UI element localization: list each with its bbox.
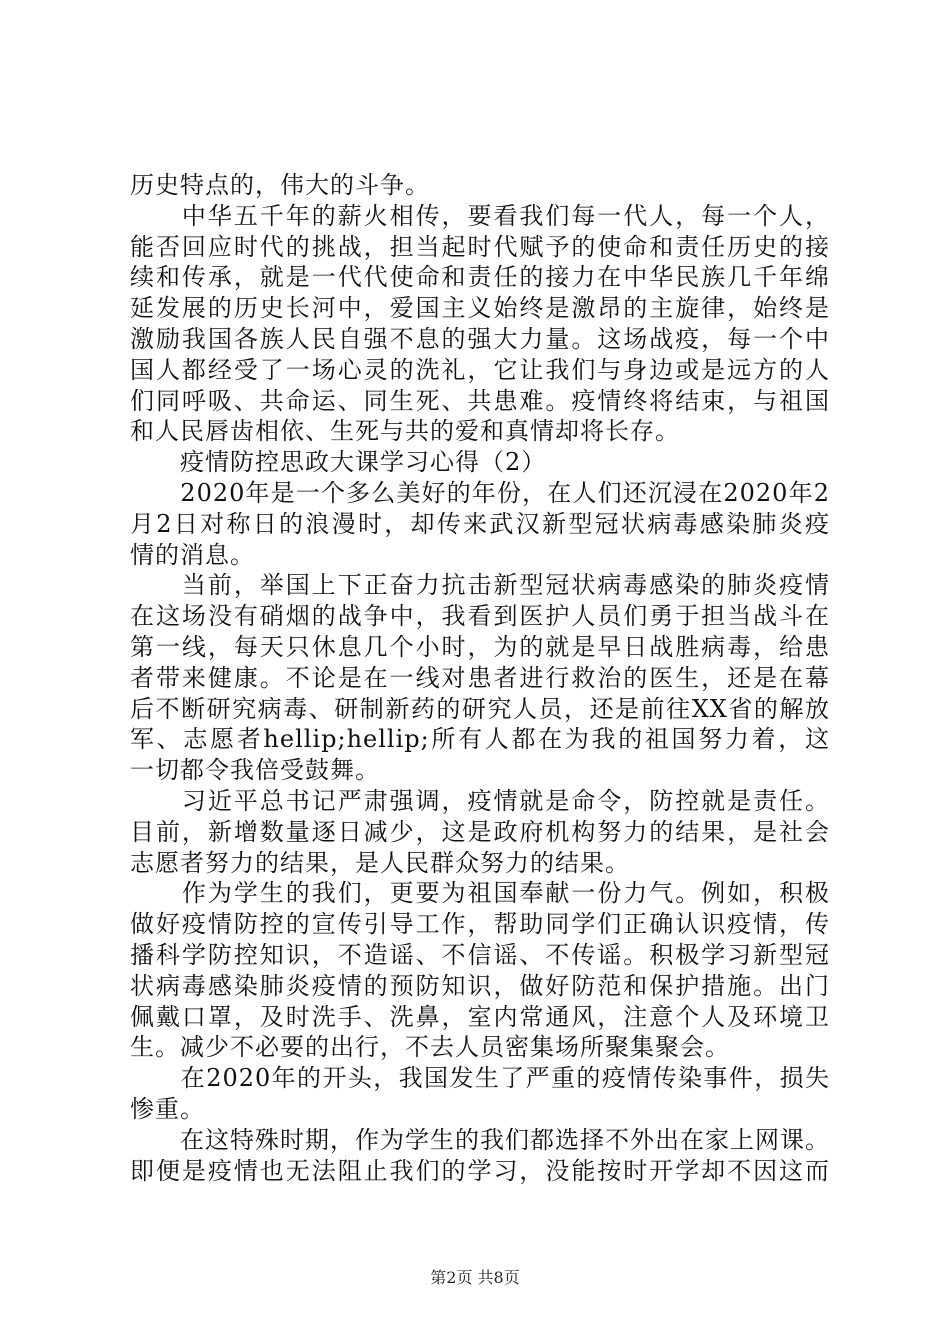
text-line: 习近平总书记严肃强调，疫情就是命令，防控就是责任。 [130, 786, 830, 815]
text-line: 中华五千年的薪火相传，要看我们每一代人，每一个人， [130, 201, 830, 230]
text-line: 国人都经受了一场心灵的洗礼，它让我们与身边或是远方的人 [130, 355, 830, 384]
text-line: 2020年是一个多么美好的年份，在人们还沉浸在2020年2 [130, 478, 830, 507]
text-line: 即便是疫情也无法阻止我们的学习，没能按时开学却不因这而 [130, 1156, 830, 1185]
text-line: 在这场没有硝烟的战争中，我看到医护人员们勇于担当战斗在 [130, 602, 830, 631]
text-line: 续和传承，就是一代代使命和责任的接力在中华民族几千年绵 [130, 263, 830, 292]
text-line: 生。减少不必要的出行，不去人员密集场所聚集聚会。 [130, 1033, 730, 1062]
text-line: 者带来健康。不论是在一线对患者进行救治的医生，还是在幕 [130, 663, 830, 692]
text-line: 和人民唇齿相依、生死与共的爱和真情却将长存。 [130, 417, 680, 446]
text-line: 在这特殊时期，作为学生的我们都选择不外出在家上网课。 [130, 1125, 830, 1154]
page-footer: 第2页 共8页 [430, 1268, 520, 1287]
text-line: 佩戴口罩，及时洗手、洗鼻，室内常通风，注意个人及环境卫 [130, 1002, 830, 1031]
text-line: 激励我国各族人民自强不息的强大力量。这场战疫，每一个中 [130, 324, 830, 353]
text-line: 当前，举国上下正奋力抗击新型冠状病毒感染的肺炎疫情 [130, 571, 830, 600]
text-line: 月2日对称日的浪漫时，却传来武汉新型冠状病毒感染肺炎疫 [130, 509, 830, 538]
text-line: 惨重。 [130, 1094, 205, 1123]
text-line: 作为学生的我们，更要为祖国奉献一份力气。例如，积极 [130, 879, 830, 908]
text-line: 能否回应时代的挑战，担当起时代赋予的使命和责任历史的接 [130, 232, 830, 261]
text-line: 延发展的历史长河中，爱国主义始终是激昂的主旋律，始终是 [130, 294, 830, 323]
text-line: 在2020年的开头，我国发生了严重的疫情传染事件，损失 [130, 1064, 830, 1093]
body-text [130, 170, 830, 1186]
text-line: 第一线，每天只休息几个小时，为的就是早日战胜病毒，给患 [130, 632, 830, 661]
text-line: 做好疫情防控的宣传引导工作，帮助同学们正确认识疫情，传 [130, 910, 830, 939]
text-line: 一切都令我倍受鼓舞。 [130, 756, 380, 785]
text-line: 疫情防控思政大课学习心得（2） [130, 448, 547, 477]
text-line: 播科学防控知识，不造谣、不信谣、不传谣。积极学习新型冠 [130, 940, 830, 969]
text-line: 状病毒感染肺炎疫情的预防知识，做好防范和保护措施。出门 [130, 971, 830, 1000]
text-line: 们同呼吸、共命运、同生死、共患难。疫情终将结束，与祖国 [130, 386, 830, 415]
text-line: 历史特点的，伟大的斗争。 [130, 171, 430, 199]
text-line: 后不断研究病毒、研制新药的研究人员，还是前往XX省的解放 [130, 694, 830, 723]
text-line: 目前，新增数量逐日减少，这是政府机构努力的结果，是社会 [130, 817, 830, 846]
text-line: 军、志愿者hellip;hellip;所有人都在为我的祖国努力着，这 [130, 725, 830, 754]
text-line: 志愿者努力的结果，是人民群众努力的结果。 [130, 848, 630, 877]
text-line: 情的消息。 [130, 540, 255, 569]
